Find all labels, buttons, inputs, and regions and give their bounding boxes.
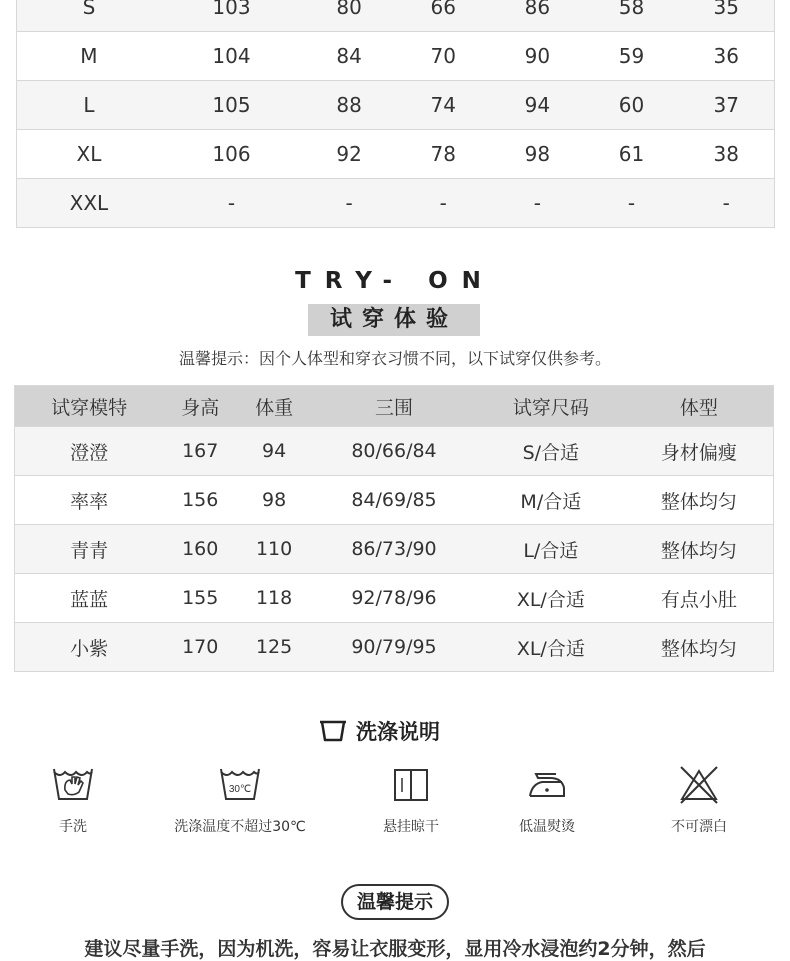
tryon-row: [15, 525, 774, 574]
size-value-cell: 60: [584, 81, 678, 130]
tryon-cell: 率率: [15, 476, 164, 525]
size-value-cell: -: [396, 179, 490, 228]
tryon-cell: XL/合适: [477, 623, 625, 672]
tryon-header-cell: 体型: [625, 386, 774, 427]
tryon-cell: 110: [237, 525, 311, 574]
tryon-cell: S/合适: [477, 427, 625, 476]
size-value-cell: 66: [396, 0, 490, 32]
size-value-cell: 61: [584, 130, 678, 179]
size-value-cell: 90: [490, 32, 584, 81]
tryon-row: [15, 574, 774, 623]
tryon-cell: 98: [237, 476, 311, 525]
tryon-cell: 青青: [15, 525, 164, 574]
tryon-cell: 167: [163, 427, 237, 476]
size-value-cell: -: [490, 179, 584, 228]
wash-label: 悬挂晾干: [383, 819, 439, 835]
size-value-cell: 58: [584, 0, 678, 32]
wash-item-no-bleach: [609, 762, 789, 836]
tip-title: 温馨提示: [341, 884, 449, 920]
tryon-header-cell: 身高: [163, 386, 237, 427]
size-value-cell: 35: [679, 0, 775, 32]
tryon-cell: 澄澄: [15, 427, 164, 476]
line-dry-icon: [393, 768, 429, 802]
tryon-cell: 92/78/96: [311, 574, 477, 623]
size-value-cell: 84: [302, 32, 396, 81]
tryon-note: 温馨提示：因个人体型和穿衣习惯不同，以下试穿仅供参考。: [178, 349, 611, 368]
no-bleach-icon: [678, 765, 720, 805]
wash-title: [318, 716, 440, 746]
size-value-cell: 92: [302, 130, 396, 179]
low-iron-icon: [528, 770, 566, 800]
tryon-cell: 90/79/95: [311, 623, 477, 672]
tryon-header-cell: 体重: [237, 386, 311, 427]
wash-basin-icon: [318, 719, 348, 743]
tryon-cell: 整体均匀: [625, 525, 774, 574]
size-value-cell: 106: [161, 130, 302, 179]
tryon-header-cell: 三围: [311, 386, 477, 427]
tip-text: 建议尽量手洗，因为机洗，容易让衣服变形，显用冷水浸泡约2分钟，然后: [84, 938, 706, 960]
tryon-cell: 94: [237, 427, 311, 476]
size-value-cell: -: [161, 179, 302, 228]
tryon-cell: 118: [237, 574, 311, 623]
wash-label: 不可漂白: [671, 819, 727, 835]
tryon-cell: 身材偏瘦: [625, 427, 774, 476]
hand-wash-icon: [52, 768, 94, 802]
size-value-cell: 59: [584, 32, 678, 81]
size-value-cell: -: [302, 179, 396, 228]
wash-label: 洗涤温度不超过30℃: [174, 819, 306, 835]
tryon-cell: 156: [163, 476, 237, 525]
size-label-cell: XL: [17, 130, 161, 179]
size-value-cell: 105: [161, 81, 302, 130]
size-label-cell: M: [17, 32, 161, 81]
tryon-subheading: 试穿体验: [308, 304, 480, 336]
tryon-cell: 整体均匀: [625, 476, 774, 525]
size-value-cell: 70: [396, 32, 490, 81]
tryon-cell: 160: [163, 525, 237, 574]
size-value-cell: -: [679, 179, 775, 228]
size-label-cell: S: [17, 0, 161, 32]
size-value-cell: -: [584, 179, 678, 228]
size-value-cell: 104: [161, 32, 302, 81]
wash-item-30c: [150, 762, 330, 836]
tryon-cell: L/合适: [477, 525, 625, 574]
tryon-cell: 蓝蓝: [15, 574, 164, 623]
tryon-cell: 170: [163, 623, 237, 672]
size-value-cell: 78: [396, 130, 490, 179]
tryon-row: [15, 476, 774, 525]
tryon-heading: TRY- ON: [295, 268, 495, 294]
size-value-cell: 80: [302, 0, 396, 32]
tryon-cell: 80/66/84: [311, 427, 477, 476]
size-row: [17, 81, 775, 130]
wash-title-text: 洗涤说明: [356, 720, 440, 744]
size-value-cell: 94: [490, 81, 584, 130]
size-value-cell: 74: [396, 81, 490, 130]
size-value-cell: 86: [490, 0, 584, 32]
size-value-cell: 103: [161, 0, 302, 32]
tryon-row: [15, 623, 774, 672]
size-table: [16, 0, 775, 228]
tryon-cell: 86/73/90: [311, 525, 477, 574]
wash-30-text: 30℃: [228, 784, 252, 795]
tryon-header-cell: 试穿尺码: [477, 386, 625, 427]
size-label-cell: L: [17, 81, 161, 130]
tryon-cell: 小紫: [15, 623, 164, 672]
wash-label: 低温熨烫: [519, 819, 575, 835]
tryon-cell: M/合适: [477, 476, 625, 525]
tryon-cell: 84/69/85: [311, 476, 477, 525]
size-row: [17, 0, 775, 32]
tryon-row: [15, 427, 774, 476]
tryon-cell: 有点小肚: [625, 574, 774, 623]
size-value-cell: 98: [490, 130, 584, 179]
size-value-cell: 88: [302, 81, 396, 130]
size-value-cell: 36: [679, 32, 775, 81]
tryon-cell: 155: [163, 574, 237, 623]
tryon-cell: 整体均匀: [625, 623, 774, 672]
wash-label: 手洗: [59, 819, 87, 835]
tryon-table: [14, 385, 774, 672]
size-row: [17, 130, 775, 179]
tryon-header-cell: 试穿模特: [15, 386, 164, 427]
wash-item-hand-wash: [0, 762, 163, 836]
size-row: [17, 179, 775, 228]
wash-30-icon: [219, 768, 261, 802]
tryon-cell: 125: [237, 623, 311, 672]
size-value-cell: 37: [679, 81, 775, 130]
tryon-cell: XL/合适: [477, 574, 625, 623]
size-row: [17, 32, 775, 81]
size-label-cell: XXL: [17, 179, 161, 228]
size-value-cell: 38: [679, 130, 775, 179]
